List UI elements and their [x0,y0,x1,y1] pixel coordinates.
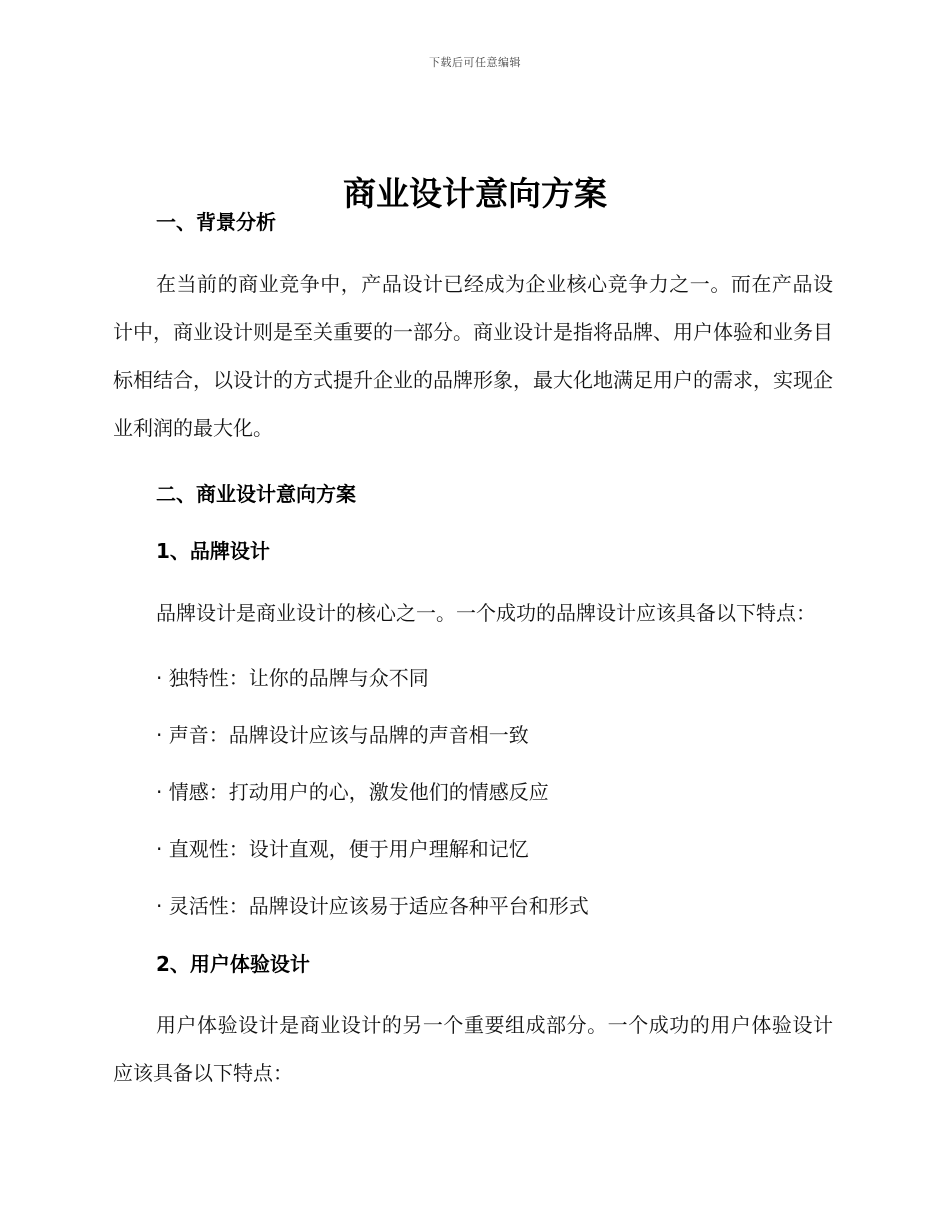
document-body [113,205,833,1097]
brand-bullet-intuitiveness: · 直观性：设计直观，便于用户理解和记忆 [156,837,529,861]
brand-bullet-emotion: · 情感：打动用户的心，激发他们的情感反应 [156,780,549,804]
brand-bullet-uniqueness: · 独特性：让你的品牌与众不同 [156,666,429,690]
brand-bullet-voice: · 声音：品牌设计应该与品牌的声音相一致 [156,723,529,747]
brand-design-paragraph: 品牌设计是商业设计的核心之一。一个成功的品牌设计应该具备以下特点： [156,601,816,625]
ux-design-paragraph: 用户体验设计是商业设计的另一个重要组成部分。一个成功的用户体验设计应该具备以下特点： [113,1013,833,1085]
background-paragraph: 在当前的商业竞争中，产品设计已经成为企业核心竞争力之一。而在产品设计中，商业设计则是至关重要的一部分。商业设计是指将品牌、用户体验和业务目标相结合，以设计的方式提升企业的品牌形象，最大化地满足用户的需求，实现企业利润的最大化。 [113,272,833,440]
subsection-heading-brand: 1、品牌设计 [156,539,270,563]
section-heading-background: 一、背景分析 [156,210,276,234]
header-note: 下载后可任意编辑 [429,56,521,69]
subsection-heading-ux: 2、用户体验设计 [156,952,310,976]
brand-bullet-flexibility: · 灵活性：品牌设计应该易于适应各种平台和形式 [156,894,589,918]
section-heading-proposal: 二、商业设计意向方案 [156,482,356,506]
document-title: 商业设计意向方案 [343,174,607,214]
